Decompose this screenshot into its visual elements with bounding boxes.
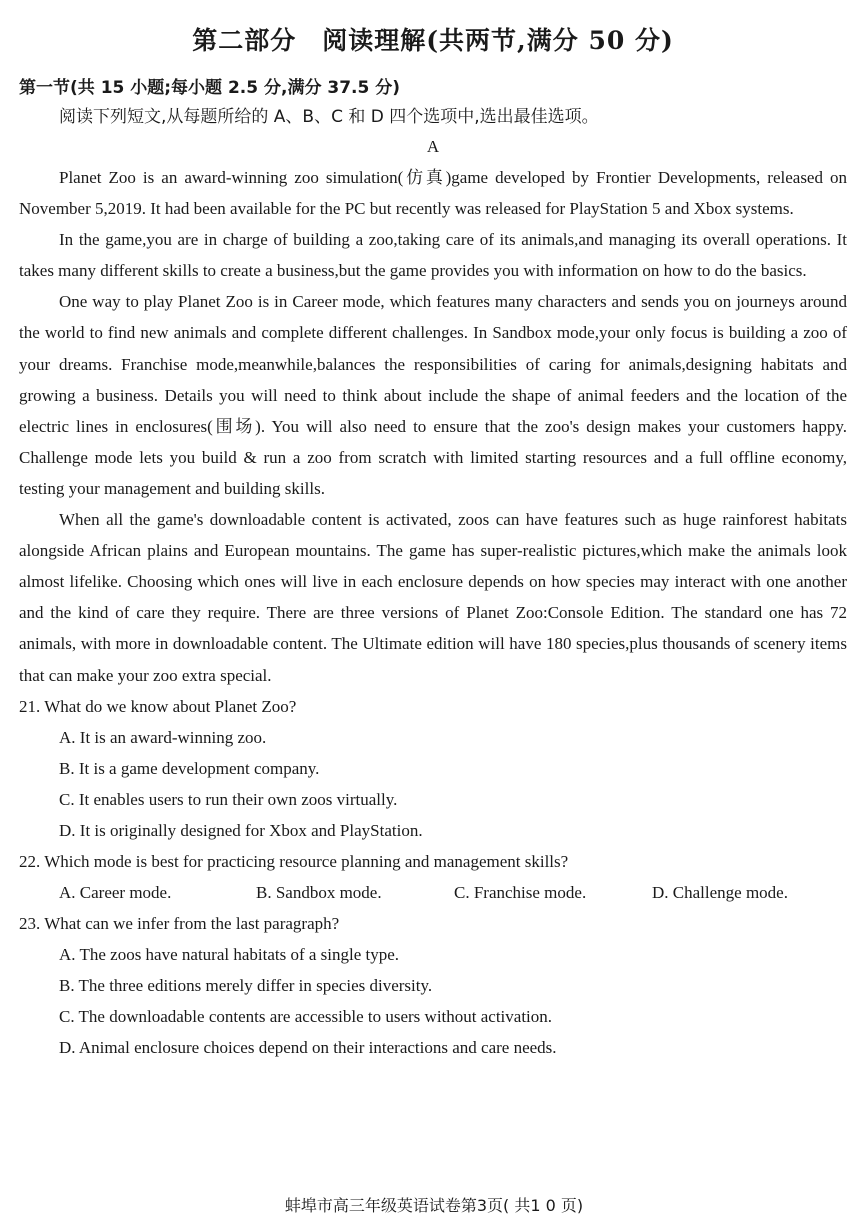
- part-title: 第二部分 阅读理解(共两节,满分 50 分): [192, 26, 674, 55]
- option-d: D. It is originally designed for Xbox and PlayStation.: [59, 820, 423, 840]
- question-stem: 23. What can we infer from the last paragraph?: [19, 913, 340, 933]
- passage-paragraph-3: One way to play Planet Zoo is in Career mode, which features many characters and sends you on journeys around the world to find new animals and complete different challenges. In Sandbox mode,your only focus is building a zoo of your dreams. Franchise mode,meanwhile,balances the responsibilities of caring for animals,designing habitats and growing a business. Details you will need to think about include the shape of animal feeders and the location of the electric lines in enclosures(围场). You will also need to ensure that the zoo's design makes your customers happy. Challenge mode lets you build & run a zoo from scratch with limited starting resources and a full offline economy, testing your management and building skills.: [19, 292, 847, 498]
- option-c: C. It enables users to run their own zoos virtually.: [59, 789, 398, 809]
- passage-paragraph-2: In the game,you are in charge of building a zoo,taking care of its animals,and managing its overall operations. It takes many different skills to create a business,but the game provides you with information on how to do the basics.: [19, 230, 847, 281]
- passage-paragraph-1: Planet Zoo is an award-winning zoo simulation(仿真)game developed by Frontier Developments, released on November 5,2019. It had been available for the PC but recently was released for PlayStation 5 and Xbox systems.: [19, 168, 847, 219]
- question-stem: 22. Which mode is best for practicing resource planning and management skills?: [19, 851, 569, 871]
- option-d: D. Challenge mode.: [652, 882, 788, 902]
- question-22: [19, 846, 847, 908]
- passage-paragraph-4: When all the game's downloadable content is activated, zoos can have features such as huge rainforest habitats alongside African plains and European mountains. The game has super-realistic pictures,which make the animals look almost lifelike. Choosing which ones will live in each enclosure depends on how species may interact with one another and the kind of care they require. There are three versions of Planet Zoo:Console Edition. The standard one has 72 animals, with more in downloadable content. The Ultimate edition will have 180 species,plus thousands of scenery items that can make your zoo extra special.: [19, 510, 847, 685]
- option-a: A. It is an award-winning zoo.: [59, 727, 267, 747]
- option-b: B. It is a game development company.: [59, 758, 320, 778]
- question-23: [19, 908, 847, 1063]
- option-b: B. The three editions merely differ in species diversity.: [59, 975, 433, 995]
- question-stem: 21. What do we know about Planet Zoo?: [19, 696, 297, 716]
- option-row: [19, 877, 847, 908]
- question-21: [19, 691, 847, 846]
- option-a: A. The zoos have natural habitats of a single type.: [59, 944, 400, 964]
- page-footer: 蚌埠市高三年级英语试卷第3页( 共1 0 页): [284, 1196, 584, 1215]
- section-instruction: 阅读下列短文,从每题所给的 A、B、C 和 D 四个选项中,选出最佳选项。: [59, 107, 599, 127]
- option-b: B. Sandbox mode.: [256, 882, 382, 902]
- passage-label: A: [426, 137, 440, 156]
- option-c: C. The downloadable contents are accessible to users without activation.: [59, 1006, 553, 1026]
- option-c: C. Franchise mode.: [454, 882, 587, 902]
- option-a: A. Career mode.: [59, 882, 172, 902]
- section-heading: 第一节(共 15 小题;每小题 2.5 分,满分 37.5 分): [19, 78, 401, 98]
- option-d: D. Animal enclosure choices depend on their interactions and care needs.: [59, 1037, 557, 1057]
